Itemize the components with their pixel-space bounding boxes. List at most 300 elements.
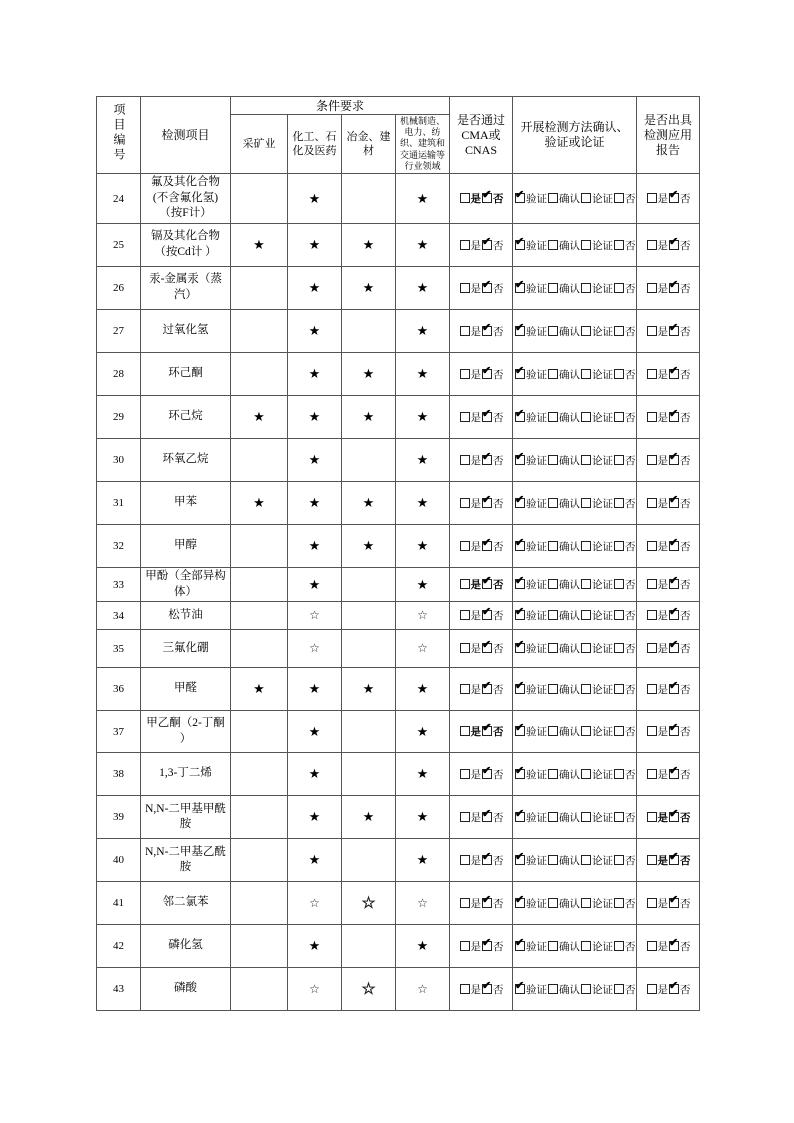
checkbox-label: 确认	[559, 498, 581, 510]
cell-report-checkboxes	[637, 925, 700, 968]
checkbox-label: 验证	[526, 541, 548, 553]
checkbox-unchecked-icon	[460, 369, 470, 379]
cell-item-name: 三氟化硼	[141, 630, 231, 668]
cell-industry-empty	[231, 267, 288, 310]
inspection-items-table	[96, 96, 700, 1011]
checkbox-checked-icon	[515, 984, 525, 994]
star-filled-icon: ★	[396, 753, 450, 796]
cell-method-checkboxes	[513, 925, 637, 968]
checkbox-label: 验证	[526, 412, 548, 424]
checkbox-label: 验证	[526, 326, 548, 338]
checkbox-checked-icon	[482, 855, 492, 865]
star-filled-icon: ★	[396, 839, 450, 882]
cell-method-checkboxes	[513, 968, 637, 1011]
checkbox-label: 验证	[526, 941, 548, 953]
star-filled-icon: ★	[342, 224, 396, 267]
checkbox-label: 否	[680, 984, 691, 996]
star-filled-icon: ★	[288, 482, 342, 525]
checkbox-label: 确认	[559, 240, 581, 252]
checkbox-checked-icon	[515, 326, 525, 336]
checkbox-unchecked-icon	[614, 498, 624, 508]
checkbox-checked-icon	[482, 579, 492, 589]
cell-industry-empty	[342, 753, 396, 796]
checkbox-unchecked-icon	[548, 855, 558, 865]
checkbox-label: 否	[493, 941, 504, 953]
cell-method-checkboxes	[513, 439, 637, 482]
cell-method-checkboxes	[513, 396, 637, 439]
checkbox-label: 否	[680, 644, 691, 656]
checkbox-label: 否	[493, 611, 504, 623]
checkbox-unchecked-icon	[548, 726, 558, 736]
checkbox-label: 是	[470, 240, 482, 252]
checkbox-unchecked-icon	[460, 498, 470, 508]
cell-project-no: 26	[97, 267, 141, 310]
checkbox-label: 是	[470, 455, 482, 467]
checkbox-checked-icon	[515, 855, 525, 865]
star-filled-icon: ★	[231, 482, 288, 525]
table-row	[97, 267, 700, 310]
checkbox-unchecked-icon	[460, 326, 470, 336]
checkbox-label: 验证	[526, 812, 548, 824]
checkbox-label: 是	[470, 412, 482, 424]
table-body	[97, 174, 700, 1011]
cell-method-checkboxes	[513, 882, 637, 925]
checkbox-checked-icon	[482, 726, 492, 736]
checkbox-unchecked-icon	[614, 455, 624, 465]
checkbox-checked-icon	[515, 769, 525, 779]
cell-cma-checkboxes	[450, 267, 513, 310]
checkbox-label: 否	[493, 769, 504, 781]
checkbox-unchecked-icon	[460, 684, 470, 694]
star-filled-icon: ★	[288, 353, 342, 396]
checkbox-unchecked-icon	[581, 240, 591, 250]
cell-cma-checkboxes	[450, 174, 513, 224]
star-filled-icon: ★	[396, 711, 450, 753]
checkbox-unchecked-icon	[647, 726, 657, 736]
checkbox-label: 是	[657, 498, 669, 510]
checkbox-label: 否	[493, 812, 504, 824]
checkbox-checked-icon	[482, 812, 492, 822]
checkbox-unchecked-icon	[581, 684, 591, 694]
checkbox-checked-icon	[482, 610, 492, 620]
cell-item-name: 镉及其化合物（按Cd计 ）	[141, 224, 231, 267]
checkbox-label: 验证	[526, 769, 548, 781]
checkbox-unchecked-icon	[460, 610, 470, 620]
checkbox-label: 否	[680, 684, 691, 696]
checkbox-label: 否	[493, 498, 504, 510]
star-filled-icon: ★	[288, 711, 342, 753]
cell-report-checkboxes	[637, 602, 700, 630]
checkbox-label: 是	[657, 812, 669, 824]
checkbox-label: 是	[470, 644, 482, 656]
checkbox-label: 是	[470, 769, 482, 781]
checkbox-checked-icon	[515, 412, 525, 422]
cell-method-checkboxes	[513, 602, 637, 630]
checkbox-label: 否	[493, 369, 504, 381]
checkbox-label: 验证	[526, 455, 548, 467]
checkbox-label: 验证	[526, 240, 548, 252]
checkbox-checked-icon	[669, 579, 679, 589]
cell-method-checkboxes	[513, 711, 637, 753]
checkbox-label: 验证	[526, 684, 548, 696]
checkbox-unchecked-icon	[581, 455, 591, 465]
star-filled-icon: ★	[288, 174, 342, 224]
star-filled-icon: ★	[288, 310, 342, 353]
checkbox-unchecked-icon	[460, 898, 470, 908]
header-condition-requirements: 条件要求	[231, 97, 450, 115]
checkbox-unchecked-icon	[581, 812, 591, 822]
checkbox-label: 是	[470, 812, 482, 824]
checkbox-checked-icon	[669, 984, 679, 994]
checkbox-label: 否	[625, 611, 636, 623]
checkbox-label: 否	[625, 194, 636, 205]
checkbox-checked-icon	[669, 193, 679, 203]
checkbox-unchecked-icon	[581, 579, 591, 589]
checkbox-label: 论证	[592, 283, 614, 295]
star-filled-icon: ★	[396, 796, 450, 839]
cell-industry-empty	[231, 839, 288, 882]
table-row	[97, 668, 700, 711]
checkbox-label: 是	[470, 611, 482, 623]
checkbox-checked-icon	[515, 684, 525, 694]
cell-industry-empty	[231, 882, 288, 925]
cell-project-no: 27	[97, 310, 141, 353]
checkbox-checked-icon	[482, 369, 492, 379]
checkbox-label: 是	[470, 580, 482, 592]
star-filled-icon: ★	[288, 925, 342, 968]
cell-cma-checkboxes	[450, 925, 513, 968]
cell-industry-empty	[231, 353, 288, 396]
star-filled-icon: ★	[288, 668, 342, 711]
checkbox-unchecked-icon	[460, 984, 470, 994]
header-cma-cnas: 是否通过CMA或CNAS	[450, 97, 513, 174]
checkbox-unchecked-icon	[460, 193, 470, 203]
checkbox-label: 是	[470, 541, 482, 553]
checkbox-unchecked-icon	[647, 326, 657, 336]
checkbox-label: 确认	[559, 898, 581, 910]
checkbox-label: 论证	[592, 369, 614, 381]
checkbox-label: 否	[493, 855, 504, 867]
header-industry-mining: 采矿业	[231, 115, 288, 174]
checkbox-label: 是	[657, 611, 669, 623]
checkbox-checked-icon	[515, 610, 525, 620]
checkbox-unchecked-icon	[460, 643, 470, 653]
checkbox-label: 是	[657, 941, 669, 953]
checkbox-label: 是	[657, 769, 669, 781]
checkbox-unchecked-icon	[614, 193, 624, 203]
checkbox-unchecked-icon	[548, 193, 558, 203]
checkbox-label: 否	[625, 580, 636, 592]
checkbox-label: 否	[625, 898, 636, 910]
checkbox-label: 论证	[592, 240, 614, 252]
checkbox-label: 是	[657, 455, 669, 467]
checkbox-label: 是	[470, 727, 482, 739]
checkbox-unchecked-icon	[647, 498, 657, 508]
cell-project-no: 31	[97, 482, 141, 525]
table-row	[97, 711, 700, 753]
checkbox-label: 确认	[559, 541, 581, 553]
star-filled-icon: ★	[342, 796, 396, 839]
table-row	[97, 482, 700, 525]
cell-cma-checkboxes	[450, 711, 513, 753]
checkbox-unchecked-icon	[581, 283, 591, 293]
checkbox-label: 是	[470, 941, 482, 953]
checkbox-label: 验证	[526, 727, 548, 739]
checkbox-label: 否	[493, 326, 504, 338]
checkbox-unchecked-icon	[548, 984, 558, 994]
checkbox-label: 论证	[592, 898, 614, 910]
checkbox-label: 论证	[592, 412, 614, 424]
cell-report-checkboxes	[637, 839, 700, 882]
checkbox-unchecked-icon	[647, 412, 657, 422]
checkbox-label: 否	[625, 498, 636, 510]
cell-report-checkboxes	[637, 753, 700, 796]
checkbox-unchecked-icon	[647, 193, 657, 203]
star-filled-icon: ★	[342, 668, 396, 711]
checkbox-checked-icon	[669, 240, 679, 250]
star-filled-icon: ★	[288, 796, 342, 839]
cell-industry-empty	[231, 753, 288, 796]
star-hollow-icon: ☆	[396, 630, 450, 668]
checkbox-unchecked-icon	[581, 855, 591, 865]
checkbox-unchecked-icon	[647, 984, 657, 994]
checkbox-unchecked-icon	[581, 193, 591, 203]
checkbox-checked-icon	[515, 541, 525, 551]
table-row	[97, 796, 700, 839]
checkbox-unchecked-icon	[581, 541, 591, 551]
checkbox-label: 否	[625, 855, 636, 867]
checkbox-checked-icon	[669, 643, 679, 653]
checkbox-checked-icon	[515, 455, 525, 465]
checkbox-label: 否	[625, 984, 636, 996]
checkbox-unchecked-icon	[614, 369, 624, 379]
table-row	[97, 753, 700, 796]
star-filled-icon: ★	[396, 174, 450, 224]
checkbox-label: 确认	[559, 941, 581, 953]
checkbox-label: 否	[493, 412, 504, 424]
cell-industry-empty	[231, 968, 288, 1011]
checkbox-unchecked-icon	[647, 769, 657, 779]
checkbox-checked-icon	[669, 541, 679, 551]
checkbox-label: 论证	[592, 541, 614, 553]
checkbox-label: 是	[657, 240, 669, 252]
checkbox-unchecked-icon	[548, 498, 558, 508]
checkbox-checked-icon	[482, 541, 492, 551]
star-filled-icon: ★	[288, 753, 342, 796]
star-filled-icon: ★	[396, 310, 450, 353]
cell-item-name: 邻二氯苯	[141, 882, 231, 925]
star-hollow-icon: ☆	[342, 968, 396, 1011]
checkbox-label: 是	[657, 194, 669, 205]
checkbox-checked-icon	[482, 941, 492, 951]
star-filled-icon: ★	[288, 224, 342, 267]
checkbox-unchecked-icon	[548, 541, 558, 551]
checkbox-unchecked-icon	[614, 898, 624, 908]
checkbox-label: 否	[680, 611, 691, 623]
checkbox-unchecked-icon	[614, 769, 624, 779]
checkbox-unchecked-icon	[548, 369, 558, 379]
checkbox-label: 确认	[559, 769, 581, 781]
checkbox-label: 否	[680, 283, 691, 295]
checkbox-unchecked-icon	[581, 643, 591, 653]
header-method-verification: 开展检测方法确认、验证或论证	[513, 97, 637, 174]
star-filled-icon: ★	[342, 396, 396, 439]
cell-report-checkboxes	[637, 968, 700, 1011]
checkbox-label: 否	[493, 283, 504, 295]
cell-item-name: 甲乙酮（2-丁酮 ）	[141, 711, 231, 753]
checkbox-label: 论证	[592, 812, 614, 824]
cell-item-name: 1,3-丁二烯	[141, 753, 231, 796]
checkbox-label: 验证	[526, 855, 548, 867]
cell-project-no: 41	[97, 882, 141, 925]
checkbox-label: 是	[470, 326, 482, 338]
checkbox-unchecked-icon	[614, 726, 624, 736]
cell-industry-empty	[342, 630, 396, 668]
checkbox-label: 否	[625, 812, 636, 824]
checkbox-label: 确认	[559, 611, 581, 623]
star-filled-icon: ★	[342, 482, 396, 525]
checkbox-unchecked-icon	[647, 855, 657, 865]
checkbox-label: 否	[680, 898, 691, 910]
cell-industry-empty	[342, 310, 396, 353]
star-filled-icon: ★	[342, 353, 396, 396]
cell-industry-empty	[231, 174, 288, 224]
checkbox-label: 确认	[559, 984, 581, 996]
header-industry-metallurgy: 冶金、建材	[342, 115, 396, 174]
table-row	[97, 396, 700, 439]
checkbox-checked-icon	[515, 193, 525, 203]
checkbox-checked-icon	[669, 283, 679, 293]
checkbox-unchecked-icon	[614, 684, 624, 694]
checkbox-unchecked-icon	[460, 941, 470, 951]
star-filled-icon: ★	[396, 267, 450, 310]
cell-industry-empty	[231, 711, 288, 753]
cell-project-no: 34	[97, 602, 141, 630]
checkbox-checked-icon	[515, 579, 525, 589]
checkbox-label: 否	[625, 455, 636, 467]
star-filled-icon: ★	[396, 568, 450, 602]
checkbox-unchecked-icon	[614, 643, 624, 653]
cell-method-checkboxes	[513, 482, 637, 525]
star-filled-icon: ★	[396, 396, 450, 439]
checkbox-label: 论证	[592, 769, 614, 781]
star-filled-icon: ★	[396, 224, 450, 267]
star-filled-icon: ★	[231, 396, 288, 439]
cell-industry-empty	[231, 525, 288, 568]
checkbox-checked-icon	[669, 610, 679, 620]
checkbox-label: 确认	[559, 855, 581, 867]
cell-item-name: 磷化氢	[141, 925, 231, 968]
cell-cma-checkboxes	[450, 568, 513, 602]
checkbox-label: 否	[680, 326, 691, 338]
checkbox-label: 否	[680, 412, 691, 424]
checkbox-unchecked-icon	[647, 579, 657, 589]
cell-cma-checkboxes	[450, 630, 513, 668]
cell-project-no: 36	[97, 668, 141, 711]
cell-report-checkboxes	[637, 224, 700, 267]
cell-cma-checkboxes	[450, 396, 513, 439]
checkbox-label: 确认	[559, 283, 581, 295]
header-project-no-label: 项目编号	[112, 103, 126, 163]
checkbox-label: 否	[493, 984, 504, 996]
checkbox-label: 论证	[592, 684, 614, 696]
checkbox-checked-icon	[482, 283, 492, 293]
cell-cma-checkboxes	[450, 968, 513, 1011]
header-industry-machinery: 机械制造、电力、纺织、建筑和交通运输等行业领域	[396, 115, 450, 174]
star-filled-icon: ★	[288, 439, 342, 482]
cell-method-checkboxes	[513, 839, 637, 882]
checkbox-label: 确认	[559, 455, 581, 467]
cell-project-no: 32	[97, 525, 141, 568]
cell-industry-empty	[231, 602, 288, 630]
checkbox-label: 论证	[592, 941, 614, 953]
cell-cma-checkboxes	[450, 753, 513, 796]
checkbox-checked-icon	[482, 984, 492, 994]
cell-report-checkboxes	[637, 396, 700, 439]
cell-method-checkboxes	[513, 525, 637, 568]
cell-project-no: 29	[97, 396, 141, 439]
star-filled-icon: ★	[396, 925, 450, 968]
table-row	[97, 968, 700, 1011]
cell-industry-empty	[342, 568, 396, 602]
star-hollow-icon: ☆	[288, 630, 342, 668]
checkbox-label: 确认	[559, 684, 581, 696]
star-filled-icon: ★	[288, 568, 342, 602]
checkbox-label: 否	[625, 541, 636, 553]
cell-industry-empty	[231, 310, 288, 353]
cell-industry-empty	[342, 925, 396, 968]
checkbox-unchecked-icon	[460, 412, 470, 422]
checkbox-label: 否	[493, 541, 504, 553]
cell-report-checkboxes	[637, 174, 700, 224]
cell-item-name: 磷酸	[141, 968, 231, 1011]
checkbox-checked-icon	[669, 684, 679, 694]
checkbox-unchecked-icon	[614, 412, 624, 422]
checkbox-unchecked-icon	[548, 643, 558, 653]
checkbox-label: 是	[657, 326, 669, 338]
table-row	[97, 439, 700, 482]
cell-project-no: 42	[97, 925, 141, 968]
checkbox-label: 验证	[526, 984, 548, 996]
star-filled-icon: ★	[396, 439, 450, 482]
cell-cma-checkboxes	[450, 310, 513, 353]
cell-cma-checkboxes	[450, 353, 513, 396]
checkbox-label: 验证	[526, 498, 548, 510]
cell-item-name: 甲醛	[141, 668, 231, 711]
cell-report-checkboxes	[637, 439, 700, 482]
checkbox-label: 否	[493, 455, 504, 467]
checkbox-label: 验证	[526, 369, 548, 381]
checkbox-label: 验证	[526, 611, 548, 623]
checkbox-checked-icon	[669, 855, 679, 865]
checkbox-checked-icon	[669, 412, 679, 422]
cell-method-checkboxes	[513, 224, 637, 267]
checkbox-checked-icon	[669, 726, 679, 736]
checkbox-unchecked-icon	[581, 769, 591, 779]
star-hollow-icon: ☆	[288, 882, 342, 925]
cell-project-no: 24	[97, 174, 141, 224]
cell-item-name: N,N-二甲基乙酰胺	[141, 839, 231, 882]
checkbox-checked-icon	[515, 283, 525, 293]
checkbox-label: 确认	[559, 812, 581, 824]
cell-report-checkboxes	[637, 525, 700, 568]
checkbox-unchecked-icon	[460, 240, 470, 250]
checkbox-unchecked-icon	[460, 455, 470, 465]
checkbox-label: 论证	[592, 194, 614, 205]
table-row	[97, 925, 700, 968]
cell-industry-empty	[231, 630, 288, 668]
checkbox-unchecked-icon	[581, 941, 591, 951]
